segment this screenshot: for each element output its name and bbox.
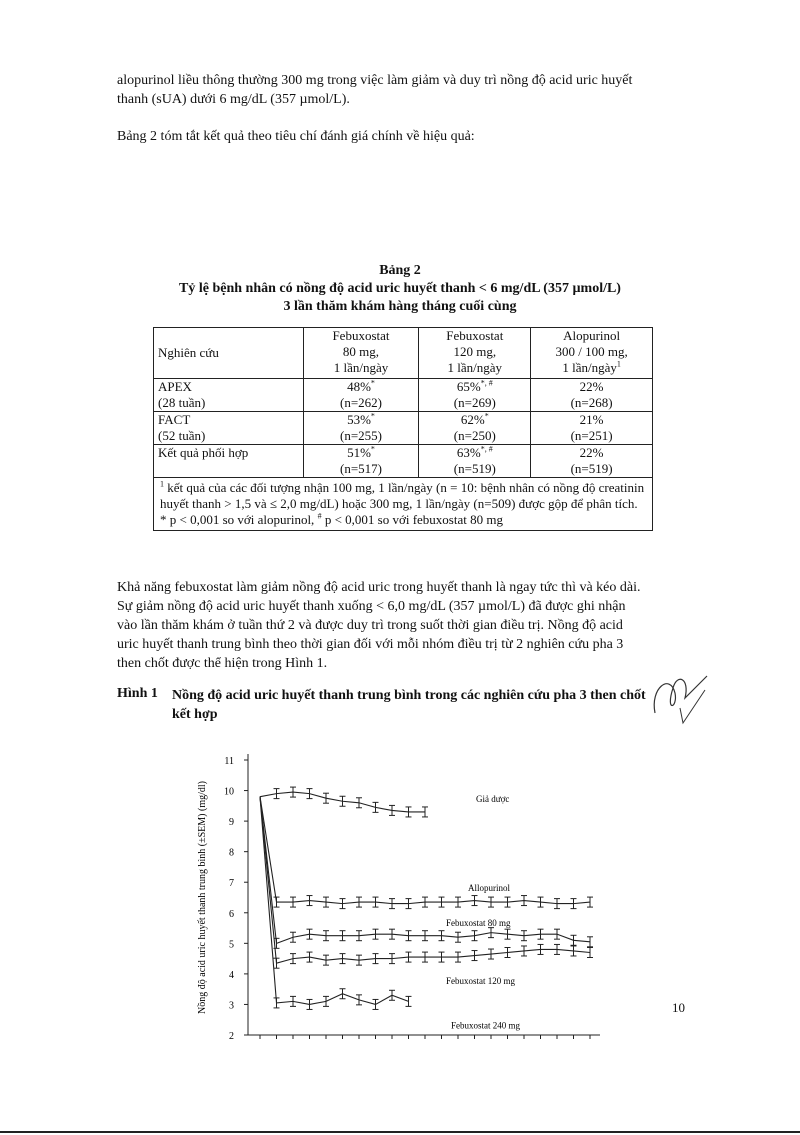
series-label: Giả dược <box>476 794 510 805</box>
table-label: Bảng 2 <box>379 263 421 278</box>
table-header-row <box>154 328 653 379</box>
body-line-5: then chốt được thể hiện trong Hình 1. <box>117 656 328 671</box>
body-line-1: Khả năng febuxostat làm giảm nồng độ acid uric trong huyết thanh là ngay tức thì và kéo dài. <box>117 580 641 595</box>
header-febuxostat-120: Febuxostat 120 mg, 1 lần/ngày <box>419 328 531 379</box>
figure-title-line-1: Nồng độ acid uric huyết thanh trung bình trong các nghiên cứu pha 3 then chốt <box>172 688 646 703</box>
page-number: 10 <box>672 1000 685 1015</box>
y-tick-label: 2 <box>229 1031 234 1042</box>
bottom-rule <box>0 1131 800 1133</box>
row-value: 63%*, # (n=519) <box>419 445 531 478</box>
body-paragraph <box>117 578 697 673</box>
y-tick-label: 5 <box>229 939 234 951</box>
row-value: 48%* (n=262) <box>303 379 419 412</box>
intro-line-1: alopurinol liều thông thường 300 mg trong việc làm giảm và duy trì nồng độ acid uric huyết <box>117 73 633 88</box>
uric-acid-chart <box>188 738 618 1058</box>
results-table <box>153 327 653 531</box>
intro-line-2: thanh (sUA) dưới 6 mg/dL (357 µmol/L). <box>117 92 350 107</box>
header-study: Nghiên cứu <box>154 328 304 379</box>
figure-title <box>172 686 702 724</box>
series-label: Febuxostat 120 mg <box>446 976 515 986</box>
row-value: 62%* (n=250) <box>419 412 531 445</box>
row-value: 65%*, # (n=269) <box>419 379 531 412</box>
table-row <box>154 445 653 478</box>
y-axis-label: Nồng độ acid uric huyết thanh trung bình (±SEM) (mg/dl) <box>197 781 208 1014</box>
table-row <box>154 412 653 445</box>
y-tick-label: 11 <box>224 756 234 767</box>
series-label: Allopurinol <box>468 882 510 893</box>
intro-paragraph <box>117 71 632 109</box>
series-line <box>260 797 590 944</box>
figure-label: Hình 1 <box>117 686 158 701</box>
body-line-3: vào lần thăm khám ở tuần thứ 2 và được duy trì trong suốt thời gian điều trị. Nồng độ acid <box>117 618 623 633</box>
table-footnote-row <box>154 478 653 531</box>
y-tick-label: 9 <box>229 817 234 829</box>
table-row <box>154 379 653 412</box>
y-tick-label: 8 <box>229 847 234 859</box>
row-value: 22% (n=268) <box>531 379 653 412</box>
table-title-line-1: Tỷ lệ bệnh nhân có nồng độ acid uric huyết thanh < 6 mg/dL (357 µmol/L) <box>179 281 621 296</box>
y-tick-label: 3 <box>229 1000 234 1012</box>
row-study-name: Kết quả phối hợp <box>154 445 304 478</box>
row-value: 51%* (n=517) <box>303 445 419 478</box>
y-tick-label: 4 <box>229 969 234 981</box>
row-value: 22% (n=519) <box>531 445 653 478</box>
y-tick-label: 7 <box>229 878 234 890</box>
row-value: 53%* (n=255) <box>303 412 419 445</box>
series-label: Febuxostat 80 mg <box>446 917 511 928</box>
table-title-line-2: 3 lần thăm khám hàng tháng cuối cùng <box>283 299 517 314</box>
series-label: Febuxostat 240 mg <box>451 1020 520 1031</box>
chart-svg <box>188 738 618 1058</box>
table-footnote: $^1$ kết quả của các đối tượng nhận 100 mg, 1 lần/ngày (n = 10: bệnh nhân có nồng độ creatinin huyết thanh > 1,5 và ≤ 2,0 mg/dL) hoặc 300 mg, 1 lần/ngày (n=509) được gộp để phân tích. * p < 0,001 so với alopurinol, # p < 0,001 so với febuxostat 80 mg <box>154 478 653 531</box>
row-study-name: FACT (52 tuần) <box>154 412 304 445</box>
header-febuxostat-80: Febuxostat 80 mg, 1 lần/ngày <box>303 328 419 379</box>
body-line-2: Sự giảm nồng độ acid uric huyết thanh xuống < 6,0 mg/dL (357 µmol/L) đã được ghi nhận <box>117 599 626 614</box>
table-title-block <box>100 262 700 316</box>
y-tick-label: 6 <box>229 908 234 920</box>
header-alopurinol: Alopurinol 300 / 100 mg, 1 lần/ngày$^1$ <box>531 328 653 379</box>
table-intro-line: Bảng 2 tóm tắt kết quả theo tiêu chí đánh giá chính về hiệu quả: <box>117 129 475 144</box>
y-tick-label: 10 <box>224 786 234 798</box>
series-line <box>260 797 409 1005</box>
figure-title-line-2: kết hợp <box>172 707 218 722</box>
signature-mark <box>645 668 715 728</box>
body-line-4: uric huyết thanh trung bình theo thời gian đối với mỗi nhóm điều trị từ 2 nghiên cứu pha 3 <box>117 637 624 652</box>
row-value: 21% (n=251) <box>531 412 653 445</box>
row-study-name: APEX (28 tuần) <box>154 379 304 412</box>
